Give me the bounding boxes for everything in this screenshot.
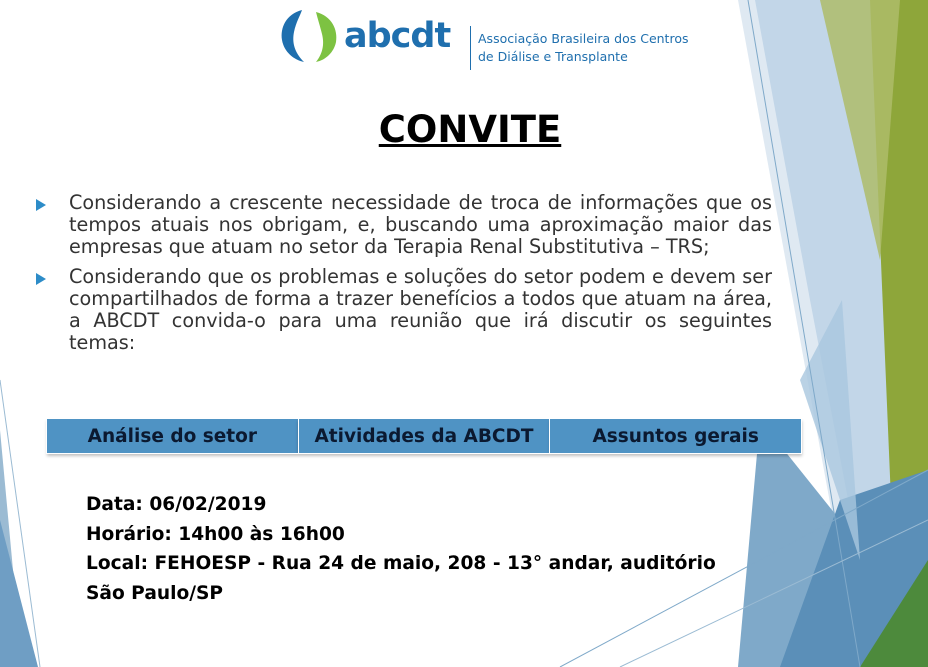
- topic-cell: Análise do setor: [47, 419, 299, 454]
- logo-name-line-2: de Diálise e Transplante: [478, 49, 628, 64]
- logo-mark-icon: [280, 6, 344, 64]
- event-details: [86, 490, 786, 608]
- logo-name-line-1: Associação Brasileira dos Centros: [478, 31, 689, 46]
- logo-wordmark: abcdt: [344, 16, 451, 56]
- bullet-text: Considerando a crescente necessidade de troca de informações que os tempos atuais nos obrigam, e, buscando uma aproximação maior das empresas que atuam no setor da Terapia Renal Substitutiva – TRS;: [69, 191, 772, 258]
- topics-row: [47, 419, 802, 454]
- event-date: Data: 06/02/2019: [86, 494, 267, 515]
- event-location: Local: FEHOESP - Rua 24 de maio, 208 - 13° andar, auditório: [86, 553, 716, 574]
- topic-cell: Assuntos gerais: [550, 419, 802, 454]
- event-time: Horário: 14h00 às 16h00: [86, 523, 345, 545]
- abcdt-logo: [280, 2, 740, 72]
- topics-table: [46, 418, 802, 454]
- topic-cell: Atividades da ABCDT: [298, 419, 550, 454]
- page-title: CONVITE: [378, 108, 562, 151]
- logo-separator: [470, 26, 471, 70]
- triangle-bullet-icon: [36, 199, 46, 211]
- bullet-item: [32, 192, 772, 258]
- bullet-text: Considerando que os problemas e soluções do setor podem e devem ser compartilhados de forma a trazer benefícios a todos que atuam na área, a ABCDT convida-o para uma reunião que irá discutir os seguintes temas:: [69, 265, 772, 354]
- event-city: São Paulo/SP: [86, 582, 224, 604]
- bullet-item: [32, 266, 772, 354]
- logo-organization-name: [478, 30, 738, 66]
- triangle-bullet-icon: [36, 273, 46, 285]
- bullet-list: [32, 192, 772, 362]
